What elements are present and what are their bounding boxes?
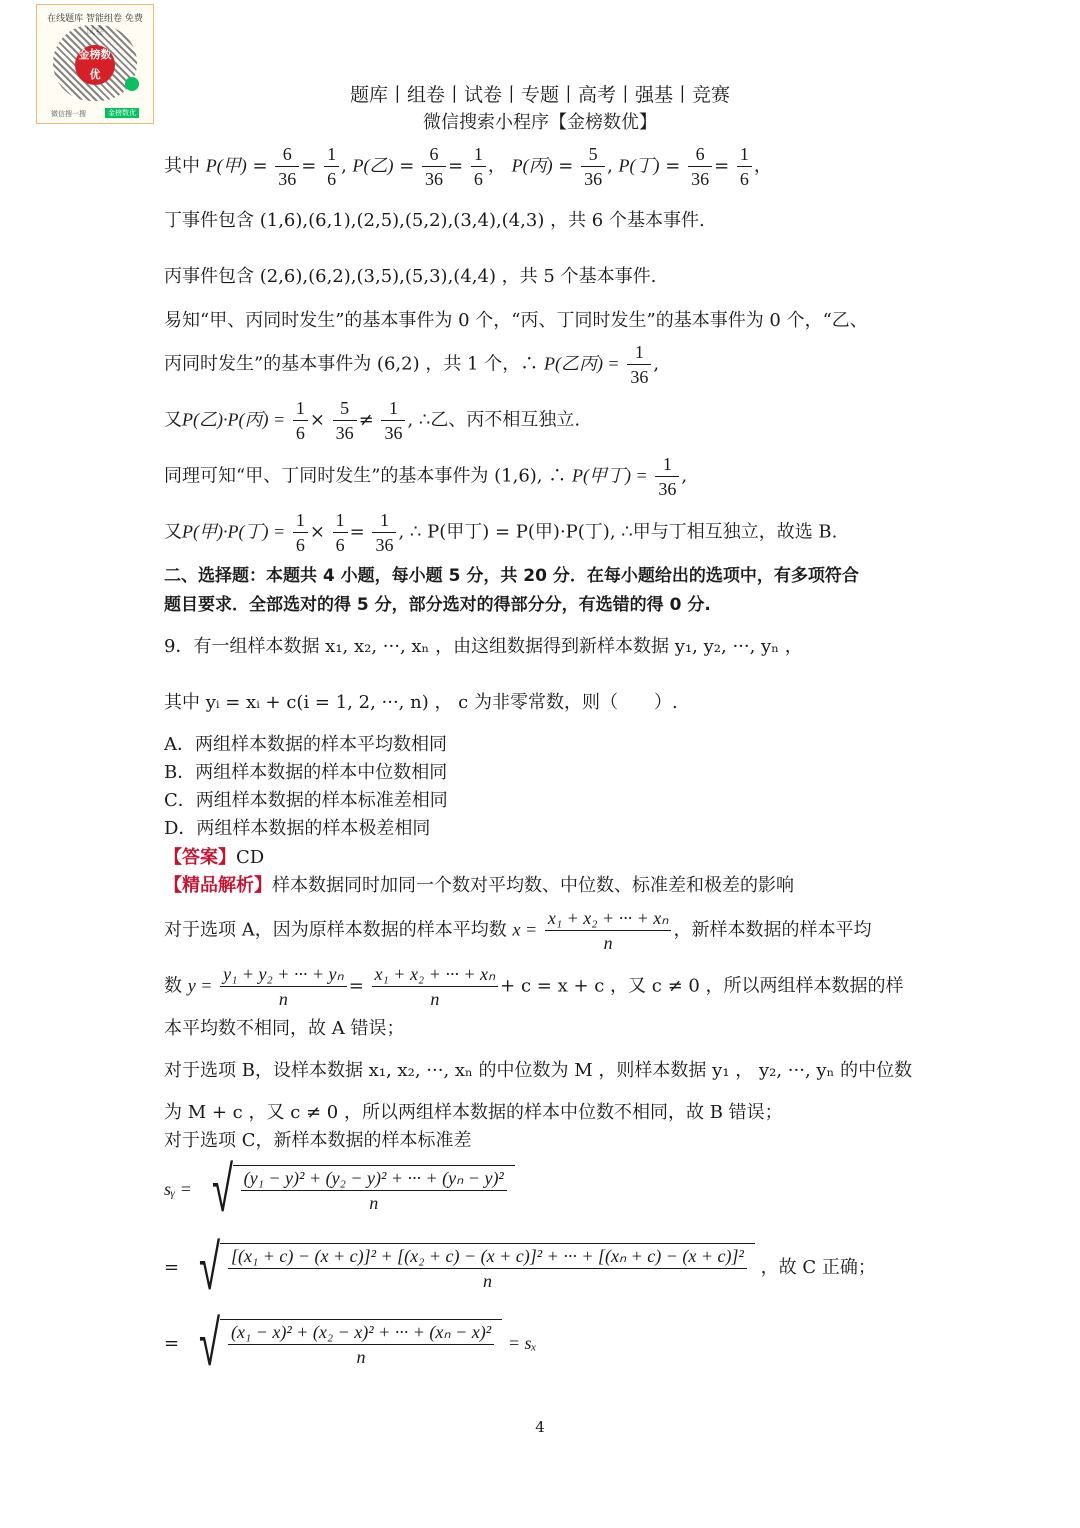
option-a: A．两组样本数据的样本平均数相同: [164, 734, 447, 755]
header-nav: 题库丨组卷丨试卷丨专题丨高考丨强基丨竞赛: [349, 84, 730, 106]
fraction: $\frac{1}{6}$: [471, 142, 486, 191]
answer-label: 【答案】: [164, 847, 236, 868]
jia-ding-line: 同理可知“甲、丁同时发生”的基本事件为 (1,6), ∴ P(甲丁) = $\frac{1}{36}$ ,: [164, 454, 688, 499]
yi-bing-line: 丙同时发生”的基本事件为 (6,2) ，共 1 个，∴ P(乙丙) = $\frac{1}{36}$ ,: [164, 342, 660, 387]
logo-ring-text: 在线题库 智能组卷 免费: [47, 14, 143, 24]
header-subtitle: 微信搜索小程序【金榜数优】: [423, 112, 657, 133]
logo-foot-badge: 金榜数优: [105, 108, 139, 118]
math: P(甲): [205, 155, 247, 176]
math: sᵧ =: [164, 1179, 192, 1199]
fraction: $\frac{6}{36}$: [688, 142, 712, 191]
fraction: $\frac{1}{6}$: [293, 396, 308, 445]
fraction: $\frac{5}{36}$: [333, 396, 357, 445]
fraction: $\frac{5}{36}$: [581, 142, 605, 191]
ding-events: 丁事件包含 (1,6),(6,1),(2,5),(5,2),(3,4),(4,3) ，共 6 个基本事件.: [164, 210, 705, 231]
sqrt-symbol: √: [211, 1153, 233, 1227]
sy-formula: [164, 1153, 515, 1227]
math: = sₓ: [507, 1333, 537, 1353]
math: P(乙): [352, 155, 394, 176]
math: y =: [187, 975, 213, 996]
fraction: $\frac{6}{36}$: [275, 142, 299, 191]
option-d: D．两组样本数据的样本极差相同: [164, 818, 431, 839]
text: , ∴ P(甲丁) = P(甲)·P(丁), ∴甲与丁相互独立，故选 B.: [398, 521, 838, 543]
independence-check-1: 又P(乙)·P(丙) = $\frac{1}{6}$ × $\frac{5}{36}$ ≠ $\frac{1}{36}$ , ∴乙、丙不相互独立.: [164, 398, 581, 443]
text: 对于选项 A，因为原样本数据的样本平均数: [164, 919, 507, 941]
radicand: $\frac{\text{(x₁ − x)² + (x₂ − x)² + ··· + (xₙ − x)²}}{n}$: [220, 1319, 502, 1369]
option-a-analysis-2: 数 y = $\frac{\text{y₁ + y₂ + ··· + yₙ}}{n}$ = $\frac{\text{x₁ + x₂ + ··· + xₙ}}{n}$ + c = x + c ，又 c ≠ 0 ，所以两组样本数据的样: [164, 964, 904, 1009]
option-b-analysis: 对于选项 B，设样本数据 x₁, x₂, ···, xₙ 的中位数为 M ，则样本数据 y₁ ， y₂, ···, yₙ 的中位数: [164, 1060, 913, 1081]
fraction: $\frac{1}{36}$: [372, 508, 396, 557]
text: + c = x + c ，又 c ≠ 0 ，所以两组样本数据的样: [500, 975, 904, 997]
sqrt-symbol: √: [198, 1231, 220, 1305]
sy-formula-2: = √ [(x₁ + c) − (x + c)]² + [(x₂ + c) − (x + c)]² + ··· + [(xₙ + c) − (x + c)]² n ，故 C 正确；: [164, 1231, 876, 1305]
text: ，故 C 正确；: [760, 1257, 876, 1278]
question-9-cont: 其中 yᵢ = xᵢ + c(i = 1, 2, ···, n) ， c 为非零常数，则（ ）.: [164, 692, 678, 713]
option-c-analysis: 对于选项 C，新样本数据的样本标准差: [164, 1130, 472, 1151]
option-a-analysis: [164, 906, 871, 955]
bing-events: 丙事件包含 (2,6),(6,2),(3,5),(5,3),(4,4) ，共 5 个基本事件.: [164, 266, 657, 287]
fraction: $\frac{\text{x₁ + x₂ + ··· + xₙ}}{n}$: [545, 906, 672, 955]
text: ，新样本数据的样本平均: [673, 919, 872, 941]
text: 又: [164, 409, 182, 431]
math: P(丁): [618, 155, 660, 176]
math: P(甲)·P(丁) =: [182, 521, 286, 542]
fraction: $\frac{1}{6}$: [333, 508, 348, 557]
text: 数: [164, 975, 182, 997]
option-b: B．两组样本数据的样本中位数相同: [164, 762, 448, 783]
section-heading: 二、选择题：本题共 4 小题，每小题 5 分，共 20 分．在每小题给出的选项中，有多项符合: [164, 566, 859, 586]
fraction: $\frac{1}{36}$: [655, 452, 679, 501]
math: P(乙)·P(丙) =: [182, 409, 286, 430]
radicand: $\frac{\text{(y₁ − y)² + (y₂ − y)² + ··· + (yₙ − y)²}}{n}$: [233, 1165, 515, 1215]
answer: [164, 845, 264, 871]
option-c: C．两组样本数据的样本标准差相同: [164, 790, 448, 811]
fraction: $\frac{\text{y₁ + y₂ + ··· + yₙ}}{n}$: [220, 962, 347, 1011]
analysis-label: 【精品解析】: [164, 875, 272, 896]
text: 同理可知“甲、丁同时发生”的基本事件为 (1,6), ∴: [164, 465, 567, 487]
fraction: $\frac{6}{36}$: [422, 142, 446, 191]
fraction: $\frac{1}{6}$: [737, 142, 752, 191]
text: 其中: [164, 155, 200, 177]
analysis: [164, 873, 794, 899]
option-a-conclusion: 本平均数不相同，故 A 错误；: [164, 1018, 405, 1039]
text: , ∴乙、丙不相互独立.: [407, 409, 581, 431]
logo-foot-text: 微信搜一搜: [51, 110, 86, 118]
answer-value: CD: [236, 847, 265, 868]
question-9: 9．有一组样本数据 x₁, x₂, ···, xₙ ，由这组数据得到新样本数据 y₁, y₂, ···, yₙ ，: [164, 636, 803, 657]
fraction: $\frac{\text{x₁ + x₂ + ··· + xₙ}}{n}$: [372, 962, 499, 1011]
math: P(丙): [511, 155, 553, 176]
sy-formula-3: = √ $\frac{\text{(x₁ − x)² + (x₂ − x)² + ··· + (xₙ − x)²}}{n}$ = sₓ: [164, 1307, 537, 1381]
math: P(乙丙) =: [543, 353, 620, 374]
analysis-value: 样本数据同时加同一个数对平均数、中位数、标准差和极差的影响: [272, 875, 794, 896]
fraction: $\frac{1}{36}$: [381, 396, 405, 445]
math: x =: [512, 919, 538, 940]
fraction: $\frac{1}{6}$: [324, 142, 339, 191]
section-heading-cont: 题目要求．全部选对的得 5 分，部分选对的得部分分，有选错的得 0 分.: [164, 595, 711, 615]
text: 丙同时发生”的基本事件为 (6,2) ，共 1 个，∴: [164, 353, 539, 375]
fraction: $\frac{1}{6}$: [293, 508, 308, 557]
text-line: 易知“甲、丙同时发生”的基本事件为 0 个，“丙、丁同时发生”的基本事件为 0 个，“乙、: [164, 310, 868, 331]
text: 又: [164, 521, 182, 543]
page-number: 4: [535, 1418, 545, 1436]
radicand: [(x₁ + c) − (x + c)]² + [(x₂ + c) − (x + c)]² + ··· + [(xₙ + c) − (x + c)]² n: [220, 1243, 755, 1293]
probability-line: 其中 P(甲) = $\frac{6}{36}$ = $\frac{1}{6}$ , P(乙) = $\frac{6}{36}$ = $\frac{1}{6}$ ， P(丙) = $\frac{5}{36}$ , P(丁) = $\frac{6}{36}$ = $\frac{1}{6}$ ，: [164, 144, 772, 189]
fraction: $\frac{1}{36}$: [627, 340, 651, 389]
sqrt-symbol: √: [198, 1307, 220, 1381]
option-b-analysis-2: 为 M + c ，又 c ≠ 0 ，所以两组样本数据的样本中位数不相同，故 B 错误；: [164, 1102, 783, 1123]
math: P(甲丁) =: [571, 465, 648, 486]
independence-check-2: 又P(甲)·P(丁) = $\frac{1}{6}$ × $\frac{1}{6}$ = $\frac{1}{36}$ , ∴ P(甲丁) = P(甲)·P(丁), ∴甲与丁相互独立，故选 B.: [164, 510, 838, 555]
logo-badge: 金榜数优: [75, 45, 115, 85]
